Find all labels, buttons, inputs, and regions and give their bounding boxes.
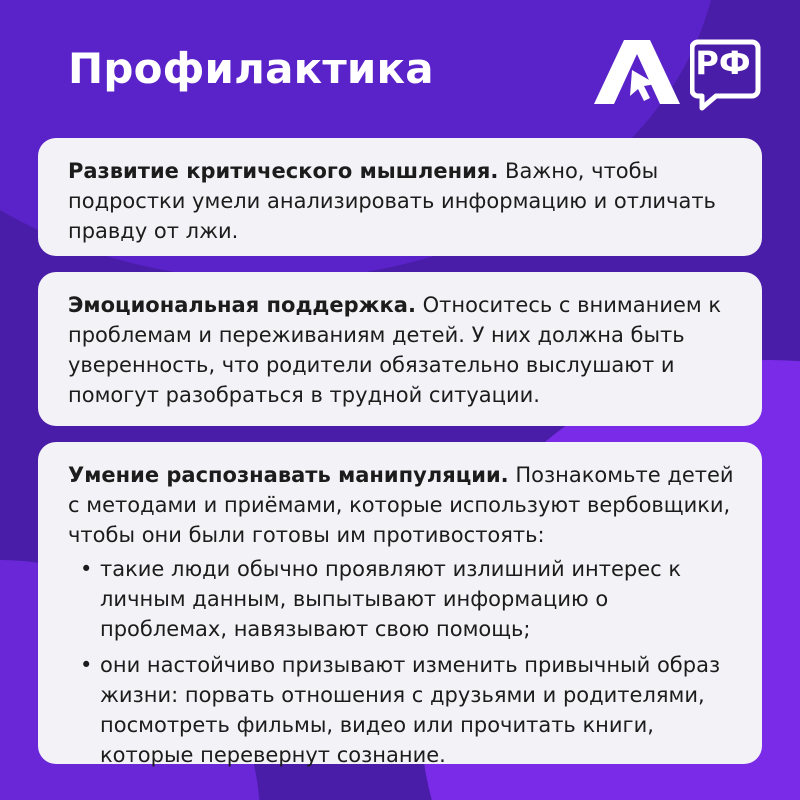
list-item-text: они настойчиво призывают изменить привычный образ жизни: порвать отношения с друзьями и родителями, посмотреть фильмы, видео или прочитать книги, которые перевернут сознание. <box>100 653 721 767</box>
list-item <box>68 650 734 770</box>
list-item <box>68 554 734 644</box>
a-logo-icon <box>594 40 680 104</box>
card-text: Относитесь с вниманием к проблемам и переживаниям детей. У них должна быть уверенность, что родители обязательно выслушают и помогут разобраться в трудной ситуации. <box>68 293 722 407</box>
card-paragraph <box>68 460 734 550</box>
bullet-list <box>68 554 734 770</box>
rf-logo-icon <box>690 38 766 114</box>
card-heading: Эмоциональная поддержка. <box>68 293 416 317</box>
card-paragraph <box>68 156 734 246</box>
info-card-emotional-support <box>38 272 762 426</box>
info-card-critical-thinking <box>38 138 762 256</box>
info-card-manipulation <box>38 442 762 767</box>
card-heading: Развитие критического мышления. <box>68 159 499 183</box>
card-paragraph <box>68 290 734 410</box>
list-item-text: такие люди обычно проявляют излишний интерес к личным данным, выпытывают информацию о проблемах, навязывают свою помощь; <box>100 557 682 641</box>
bullet-icon: • <box>80 557 93 581</box>
card-heading: Умение распознавать манипуляции. <box>68 463 509 487</box>
bullet-icon: • <box>80 653 93 677</box>
page-title: Профилактика <box>68 44 434 93</box>
card-text: Познакомьте детей с методами и приёмами, которые используют вербовщики, чтобы они были готовы им противостоять: <box>68 463 734 547</box>
rf-logo-text: РФ <box>695 44 751 82</box>
card-text: Важно, чтобы подростки умели анализировать информацию и отличать правду от лжи. <box>68 159 716 243</box>
